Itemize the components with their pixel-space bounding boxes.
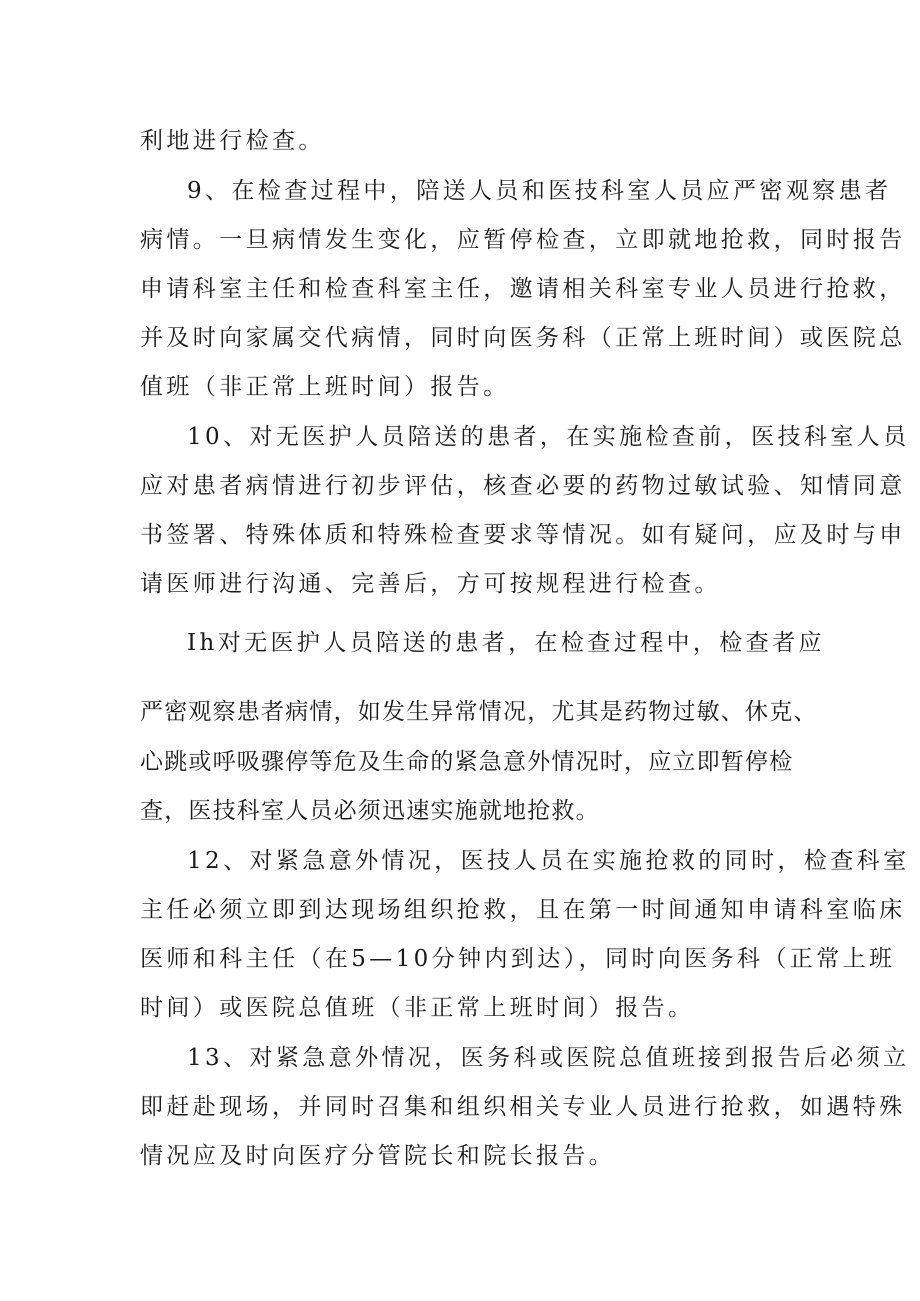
text-line: 13、对紧急意外情况，医务科或医院总值班接到报告后必须立 <box>187 1045 910 1071</box>
text-line: 申请科室主任和检查科室主任，邀请相关科室专业人员进行抢救， <box>140 276 906 302</box>
text-line: 查，医技科室人员必须迅速实施就地抢救。 <box>140 798 600 824</box>
text-line: 主任必须立即到达现场组织抢救，且在第一时间通知申请科室临床 <box>140 897 906 923</box>
text-line: 时间）或医院总值班（非正常上班时间）报告。 <box>140 995 695 1021</box>
text-line: 12、对紧急意外情况，医技人员在实施抢救的同时，检查科室 <box>187 848 910 874</box>
text-line: 医师和科主任（在5—10分钟内到达），同时向医务科（正常上班 <box>140 946 896 972</box>
text-line: 书签署、特殊体质和特殊检查要求等情况。如有疑问，应及时与申 <box>140 522 906 548</box>
text-line: 应对患者病情进行初步评估，核查必要的药物过敏试验、知情同意 <box>140 473 906 499</box>
text-line: Ih对无医护人员陪送的患者，在检查过程中，检查者应 <box>187 630 825 656</box>
text-line: 值班（非正常上班时间）报告。 <box>140 374 510 400</box>
text-line: 10、对无医护人员陪送的患者，在实施检查前，医技科室人员 <box>187 424 910 450</box>
text-line: 严密观察患者病情，如发生异常情况，尤其是药物过敏、休克、 <box>140 699 818 725</box>
text-line: 即赶赴现场，并同时召集和组织相关专业人员进行抢救，如遇特殊 <box>140 1094 906 1120</box>
text-line: 并及时向家属交代病情，同时向医务科（正常上班时间）或医院总 <box>140 325 906 351</box>
text-line: 9、在检查过程中，陪送人员和医技科室人员应严密观察患者 <box>187 178 892 204</box>
text-line: 利地进行检查。 <box>140 128 325 154</box>
text-line: 请医师进行沟通、完善后，方可按规程进行检查。 <box>140 571 721 597</box>
text-line: 病情。一旦病情发生变化，应暂停检查，立即就地抢救，同时报告 <box>140 227 906 253</box>
text-line: 情况应及时向医疗分管院长和院长报告。 <box>140 1143 616 1169</box>
text-line: 心跳或呼吸骤停等危及生命的紧急意外情况时，应立即暂停检 <box>140 749 794 775</box>
